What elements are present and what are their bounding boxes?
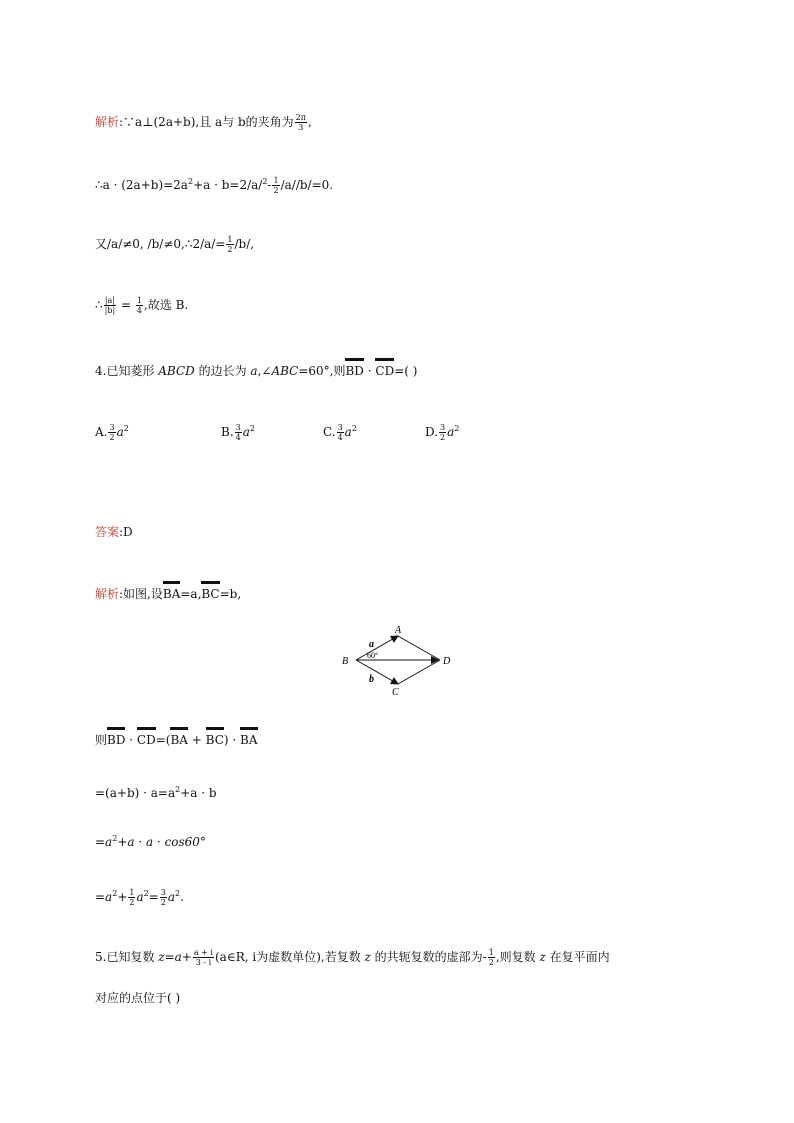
text: =( ) xyxy=(394,364,418,378)
superscript: 2 xyxy=(175,889,181,898)
step-4 xyxy=(95,885,184,907)
text: + xyxy=(187,733,206,747)
frac-den: 4 xyxy=(337,433,343,442)
text: :如图,设 xyxy=(119,587,163,601)
text: =a xyxy=(95,835,113,849)
frac-num: 3 xyxy=(109,423,115,432)
label-vec-a: a xyxy=(369,639,374,650)
frac-den: 2 xyxy=(488,958,494,967)
text: , xyxy=(308,115,312,129)
question-4 xyxy=(95,359,417,380)
text: - xyxy=(267,178,272,192)
option-letter: B. xyxy=(221,425,234,439)
math-var: z xyxy=(158,950,165,964)
text: +a · b=2/a/ xyxy=(193,178,263,192)
text: =a+ xyxy=(164,950,192,964)
answer-value: :D xyxy=(119,525,133,539)
superscript: 2 xyxy=(262,177,268,186)
fraction xyxy=(160,888,167,907)
step-3 xyxy=(95,830,206,851)
label-b: B xyxy=(342,656,349,667)
side-ad xyxy=(398,636,440,660)
vector-bc: BC xyxy=(201,582,219,603)
superscript: 2 xyxy=(175,785,181,794)
text: =60°,则 xyxy=(298,364,346,378)
fraction xyxy=(108,423,115,442)
text: a xyxy=(167,890,176,904)
analysis-label: 解析 xyxy=(95,587,120,601)
label-d: D xyxy=(443,656,451,667)
label-a: A xyxy=(395,625,402,636)
option-letter: A. xyxy=(95,425,108,439)
superscript: 2 xyxy=(143,889,149,898)
math-var: a xyxy=(116,425,124,439)
math-var: a xyxy=(242,425,250,439)
math-var: a xyxy=(447,425,455,439)
frac-num: 1 xyxy=(488,948,494,957)
vector-ba: BA xyxy=(163,582,180,603)
vector-ba: BA xyxy=(170,728,187,749)
fraction xyxy=(272,176,279,195)
fraction xyxy=(226,235,233,254)
text: ,则复数 xyxy=(495,950,540,964)
math-var: ABC xyxy=(271,364,299,378)
text: =b, xyxy=(219,587,242,601)
text: =a xyxy=(95,890,113,904)
fraction xyxy=(128,888,135,907)
side-cd xyxy=(398,660,440,684)
text: + xyxy=(117,890,128,904)
text: =( xyxy=(155,733,171,747)
frac-num: 1 xyxy=(136,296,142,305)
superscript: 2 xyxy=(112,834,118,843)
frac-num: 1 xyxy=(273,176,279,185)
text: 对应的点位于( ) xyxy=(95,991,181,1005)
label-angle: 60° xyxy=(367,651,379,660)
frac-den: 3 - i xyxy=(195,958,212,967)
text: +a · b xyxy=(180,786,217,800)
answer-line xyxy=(95,523,133,541)
fraction xyxy=(337,423,344,442)
superscript: 2 xyxy=(187,177,194,186)
option-b xyxy=(221,420,255,442)
frac-num: 3 xyxy=(235,423,241,432)
vector-bc: BC xyxy=(206,728,224,749)
question-5 xyxy=(95,948,610,967)
superscript: 2 xyxy=(112,889,118,898)
vector-bd: BD xyxy=(345,359,363,380)
math-var: a xyxy=(344,425,352,439)
text: = xyxy=(117,298,135,312)
option-letter: D. xyxy=(425,425,439,439)
vector-b-arrow xyxy=(356,660,398,684)
text: . xyxy=(180,890,184,904)
text: = xyxy=(148,890,159,904)
text: · xyxy=(125,733,137,747)
frac-num: 1 xyxy=(129,888,135,897)
fraction xyxy=(136,296,143,315)
option-c xyxy=(323,420,357,442)
text: 则 xyxy=(95,733,108,747)
frac-den: 4 xyxy=(136,306,142,315)
superscript: 2 xyxy=(454,424,460,433)
text: 4.已知菱形 xyxy=(95,364,159,378)
option-letter: C. xyxy=(323,425,336,439)
text: ,∠ xyxy=(257,364,272,378)
label-vec-b: b xyxy=(369,674,374,685)
fraction xyxy=(235,423,242,442)
text: (a∈R, i为虚数单位),若复数 xyxy=(214,950,365,964)
text: ∴ xyxy=(95,298,103,312)
options-row xyxy=(95,420,495,440)
frac-num: 3 xyxy=(337,423,343,432)
text: 的边长为 xyxy=(194,364,251,378)
text: ,故选 B. xyxy=(143,298,189,312)
math-var: z xyxy=(364,950,371,964)
label-c: C xyxy=(392,687,399,698)
text: =a, xyxy=(180,587,202,601)
frac-num: 2π xyxy=(295,113,307,122)
frac-den: |b| xyxy=(104,306,116,315)
text: · xyxy=(363,364,376,378)
text: 在复平面内 xyxy=(545,950,610,964)
frac-den: 2 xyxy=(129,898,135,907)
superscript: 2 xyxy=(123,424,129,433)
analysis-line-4 xyxy=(95,296,188,315)
frac-num: |a| xyxy=(104,296,115,305)
text: +a · a · cos60° xyxy=(117,835,206,849)
rhombus-diagram xyxy=(340,620,460,700)
step-2 xyxy=(95,781,217,802)
text: 5.已知复数 xyxy=(95,950,159,964)
option-a xyxy=(95,420,129,442)
text: :∵a⊥(2a+b),且 a与 b的夹角为 xyxy=(119,115,294,129)
frac-den: 2 xyxy=(440,433,446,442)
text: 又/a/≠0, /b/≠0,∴2/a/= xyxy=(95,237,226,251)
frac-num: 3 xyxy=(440,423,446,432)
analysis-line-2 xyxy=(95,173,333,195)
fraction xyxy=(488,948,495,967)
answer-label: 答案 xyxy=(95,525,120,539)
math-var: a xyxy=(250,364,258,378)
fraction xyxy=(439,423,446,442)
frac-den: 4 xyxy=(235,433,241,442)
analysis-label: 解析 xyxy=(95,115,120,129)
frac-den: 2 xyxy=(160,898,166,907)
analysis-line-3 xyxy=(95,235,254,254)
analysis-intro xyxy=(95,582,241,603)
vector-cd: CD xyxy=(137,728,156,749)
math-var: ABCD xyxy=(158,364,195,378)
superscript: 2 xyxy=(249,424,255,433)
frac-den: 3 xyxy=(298,123,304,132)
text: ) · xyxy=(223,733,241,747)
superscript: 2 xyxy=(351,424,357,433)
vector-cd: CD xyxy=(375,359,394,380)
vector-ba: BA xyxy=(240,728,257,749)
fraction xyxy=(193,948,214,967)
frac-num: a + i xyxy=(193,948,213,957)
frac-den: 2 xyxy=(109,433,115,442)
frac-den: 2 xyxy=(227,245,233,254)
frac-num: 1 xyxy=(227,235,233,244)
fraction xyxy=(295,113,307,132)
analysis-line-1 xyxy=(95,113,312,132)
text: /a//b/=0. xyxy=(280,178,334,192)
vector-bd: BD xyxy=(107,728,125,749)
frac-num: 3 xyxy=(160,888,166,897)
frac-den: 2 xyxy=(273,186,279,195)
math-var: z xyxy=(539,950,546,964)
text: 的共轭复数的虚部为- xyxy=(370,950,487,964)
step-1 xyxy=(95,728,258,749)
question-5-line-2 xyxy=(95,989,180,1007)
text: /b/, xyxy=(234,237,255,251)
text: ∴a · (2a+b)=2a xyxy=(95,178,188,192)
text: =(a+b) · a=a xyxy=(95,786,176,800)
fraction xyxy=(104,296,117,315)
option-d xyxy=(425,420,459,442)
text: a xyxy=(136,890,144,904)
